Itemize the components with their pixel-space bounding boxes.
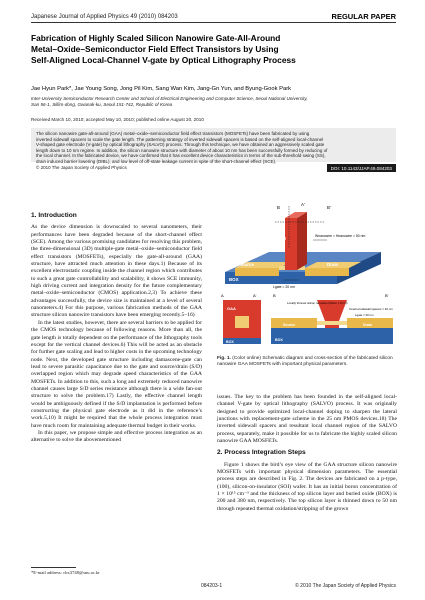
label-source: Source xyxy=(239,262,254,267)
label-drain-small: Drain xyxy=(363,323,373,327)
label-box-small: BOX xyxy=(226,340,234,344)
title-line: Self-Aligned Local-Channel V-gate by Optical Lithography Process xyxy=(31,54,296,65)
cross-b-channel xyxy=(317,321,347,325)
gate-front xyxy=(285,218,297,270)
label-b-prime-top: B' xyxy=(327,205,331,210)
section-heading-introduction: 1. Introduction xyxy=(31,212,77,219)
label-a-left: A xyxy=(221,293,224,298)
abstract-line: The silicon nanowire gate-all-around (GAA) metal–oxide–semiconductor field effect transistors (MOSFETs) have been fabricated by using xyxy=(36,131,310,136)
source-front xyxy=(235,268,279,276)
label-b-mid: B xyxy=(273,293,276,298)
right-column xyxy=(217,394,397,513)
abstract-line: drain induced barrier lowering (DIBL), and low level of off-state leakage current in spite of the short-channel effect (SCE). xyxy=(36,158,277,164)
label-b-prime-mid: B' xyxy=(385,293,389,298)
label-box-bottom: BOX xyxy=(275,338,283,342)
label-box: BOX xyxy=(229,277,239,282)
label-a-prime-top: A' xyxy=(301,202,305,207)
label-nanowire-dimensions: Wnanowire = Hnanowire = 50 nm xyxy=(315,234,366,238)
label-gate: Gate xyxy=(275,236,287,242)
abstract-line: V-shaped gate electrode (V-gate) by optical lithography (SALVO) process. Through this technique, we have obtained an aggressively scaled gate xyxy=(36,142,325,148)
body-paragraph: In this paper, we propose simple and effective process integration as an alternative to solve the abovementioned xyxy=(31,429,202,444)
label-gate-length: Lgate = 20 nm xyxy=(273,285,295,289)
label-gaa: GAA xyxy=(227,306,236,311)
body-paragraph: issues. The key to the problem has been founded in the self-aligned local-channel V-gate by optical lithography (SALVO) process. It was originally designed to provide optimized local-channel doping to sharpen the lateral junctions with replacement-gate scheme in the 25 nm PMOS devices.18) The inverted sidewall spacers and resultant local channel region of the SALVO process, separately, make it possible for us to fabricate the highly scaled silicon nanowire GAA MOSFETs. xyxy=(217,394,397,445)
doi-badge[interactable]: DOI: 10.1143/JJAP.49.084203 xyxy=(327,164,396,172)
cross-b-gate-bottom xyxy=(325,325,339,328)
affiliation-line: Inter-University Semiconductor Research Center and School of Electrical Engineering and Computer Science, Seoul National University, xyxy=(31,96,308,101)
figure-3d-view xyxy=(225,206,381,284)
label-a-prime-left: A' xyxy=(253,293,257,298)
email-footnote: *E-mail address: cbx3748@snu.ac.kr xyxy=(31,570,100,575)
body-paragraph: Figure 1 shows the bird’s eye view of the GAA structure silicon nanowire MOSFETs with important physical dimension parameters. The essential process steps are described in Fig. 2. The devices are fabricated on a p-type, (100), silicon-on-insulator (SOI) wafer. It has an initial boron concentration of 1 × 10¹⁵ cm⁻³ and the thickness of top silicon layer and buried oxide (BOX) is 200 and 380 nm, respectively. The top silicon layer is thinned down to 50 nm through repeated thermal oxidation/stripping of the grown xyxy=(217,461,397,512)
abstract-copyright: © 2010 The Japan Society of Applied Physics xyxy=(36,164,127,170)
label-inverted-spacers: Inverted sidewall spacers = 40 nm xyxy=(349,307,393,311)
header-rule xyxy=(31,22,396,23)
gaa-nanowire-core xyxy=(235,316,249,328)
section-heading-process: 2. Process Integration Steps xyxy=(217,449,306,457)
caption-label: Fig. 1. xyxy=(217,356,231,361)
cross-b-box xyxy=(271,328,393,344)
title-line: Fabrication of Highly Scaled Silicon Nanowire Gate-All-Around xyxy=(31,33,281,43)
figure-1-caption xyxy=(217,356,397,368)
paper-type-label: REGULAR PAPER xyxy=(331,12,396,21)
abstract-line: length down to 10 nm regime. In addition, the silicon nanowire structure with diameter of about 10 nm has been successfully formed by reducing of xyxy=(36,147,328,153)
label-gate-length-small: Lgate = 20 nm xyxy=(355,313,374,317)
label-drain: Drain xyxy=(327,262,339,267)
footnote-rule xyxy=(31,567,76,568)
caption-text: (Color online) Schematic diagram and cross-section of the fabricated silicon nanowire GAA MOSFETs with important physical parameters. xyxy=(217,356,393,367)
label-b-top: B xyxy=(277,205,280,210)
drain-front xyxy=(305,268,349,276)
title-line: Metal–Oxide–Semiconductor Field Effect Transistors by Using xyxy=(31,43,279,54)
journal-header: Japanese Journal of Applied Physics 49 (2010) 084203 xyxy=(31,14,178,20)
affiliation-line: San 56-1, Sillim-dong, Gwanak-ku, Seoul 151-742, Republic of Korea xyxy=(31,101,173,107)
left-column xyxy=(31,212,202,445)
author-list: Jae Hyun Park*, Jae Young Song, Jong Pil Kim, Sang Wan Kim, Jang-Gn Yun, and Byung-Gook Park xyxy=(31,86,292,92)
paper-title xyxy=(31,33,371,65)
affiliation xyxy=(31,96,396,108)
page-number: 084203-1 xyxy=(201,583,223,589)
body-paragraph: In the latest studies, however, there are several barriers to be applied for the CMOS technology because of following reasons. More than all, the gate length is totally dependent on the performance of the lithography tools except for the vertical channel devices.6) This will be acted as an obstacle for further gate scaling and lead to higher costs in the upcoming technology node. Next, the developed gate structure including damascene-gate can lead to severe parasitic capacitance due to the gate and source/drain (S/D) overlapped region which may degrade speed characteristics of the GAA MOSFETs. In addition to this, such a long and extremely reduced nanowire channel causes large S/D series resistance although there is a wide fan-out structure to solve the problem.17) Lastly, the effective channel length would be ambiguously defined if the S/D implantation is performed before constructing the physical gate electrode as it did in the reference’s work.5,10) It might be required that the whole process integration must have much room for maintaining adequate thermal budget in their works. xyxy=(31,319,202,429)
abstract-line: inverted sidewall spacers to scale the gate length. The patterning strategy of inverted sidewall spacers is based on the self-aligned local-channel xyxy=(36,136,324,142)
gate-side xyxy=(297,212,307,270)
label-source-small: Source xyxy=(283,323,296,327)
label-local-thinning: Locally thinned silicon nanowire (Dwire = 8 nm) xyxy=(287,301,348,305)
copyright-notice: © 2010 The Japan Society of Applied Physics xyxy=(295,583,396,589)
body-paragraph: As the device dimension is downscaled to several nanometers, their performances have been degraded because of the short-channel effect (SCE). Among the various promising candidates for resolving this problem, the three-dimensional (3D) multiple-gate metal–oxide–semiconductor field effect transistors (MOSFETs), especially the gate-all-around (GAA) structure, have attracted much attention in these days.1) Because of its excellent electrostatic coupling inside the channel region which contributes to such a great gate controllability and scalability, it shows SCE immunity, high driving current and integration density for the future complementary metal–oxide–semiconductor (CMOS) application.2,3) To achieve these advantages successfully, the device size is maintained at a level of several nanometers.4) For this purpose, various fabrication methods of the GAA structure silicon nanowire transistors have been emerging recently.5–16) xyxy=(31,224,202,319)
figure-1-diagram xyxy=(217,200,397,352)
abstract-line: the local channel. In the fabricated device, we have confirmed that it has excellent device characteristics in terms of the sub-threshold swing (SS), xyxy=(36,153,326,159)
received-dates: Received March 10, 2010; accepted May 10, 2010; published online August 20, 2010 xyxy=(31,117,204,122)
